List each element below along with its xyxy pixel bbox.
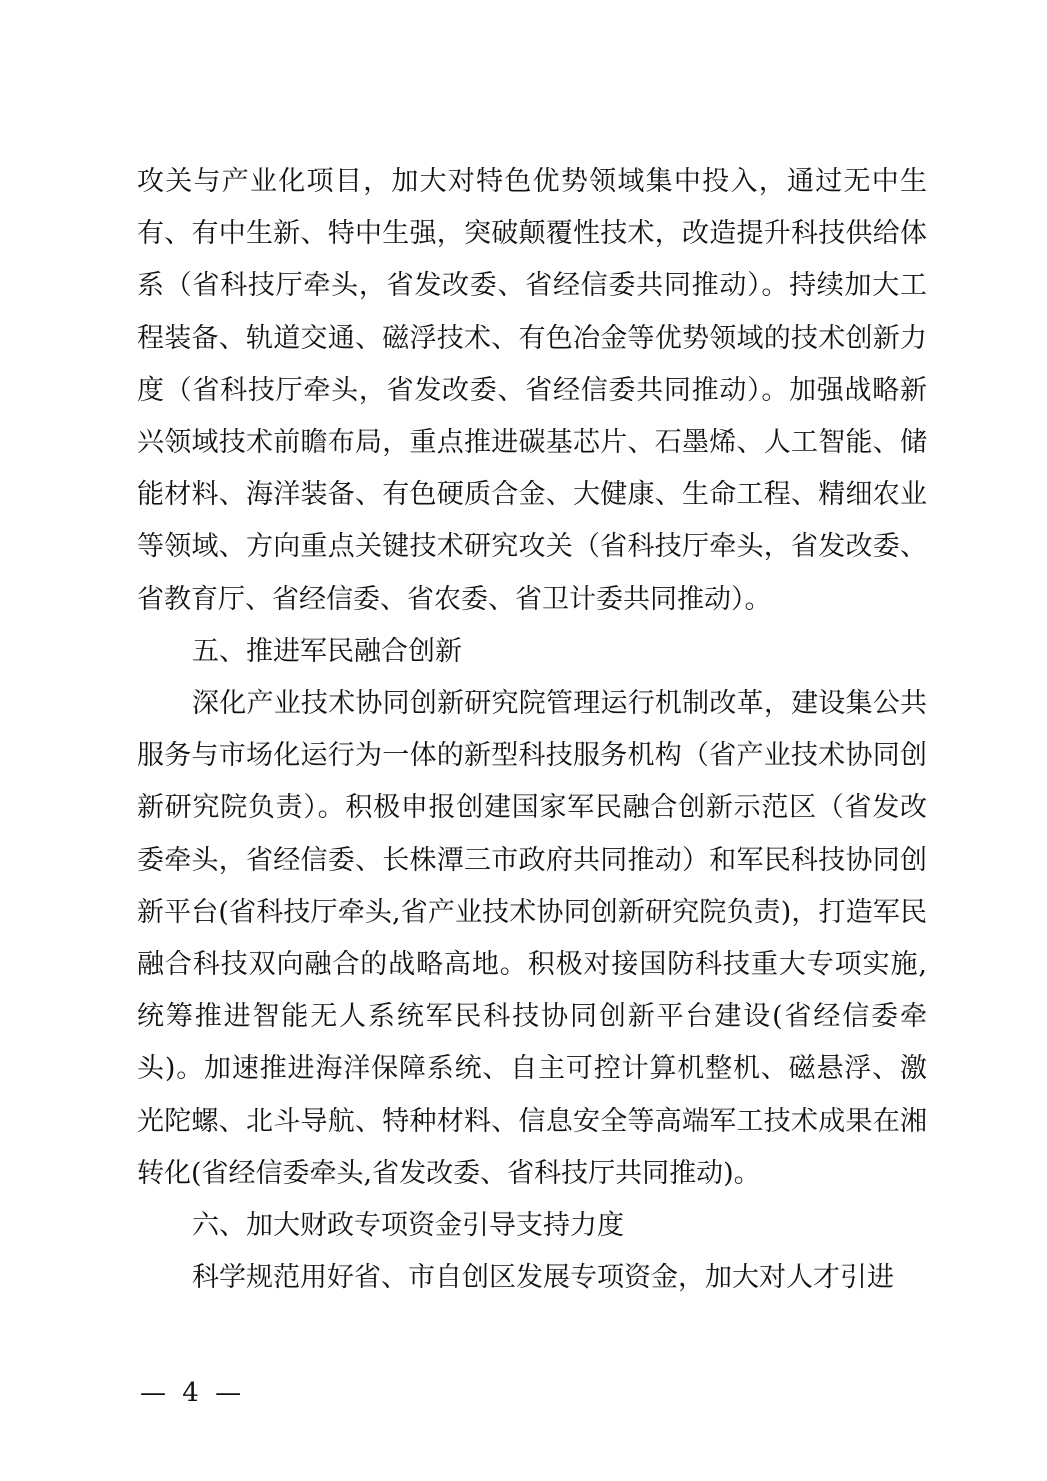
document-body — [137, 156, 927, 1304]
page-number: — 4 — — [140, 1378, 246, 1408]
section-heading-6: 六、加大财政专项资金引导支持力度 — [192, 1210, 624, 1242]
paragraph-section-5: 深化产业技术协同创新研究院管理运行机制改革，建设集公共服务与市场化运行为一体的新型科技服务机构（省产业技术协同创新研究院负责）。积极申报创建国家军民融合创新示范区（省发改委牵头，省经信委、长株潭三市政府共同推动）和军民科技协同创新平台(省科技厅牵头,省产业技术协同创新研究院负责)，打造军民融合科技双向融合的战略高地。积极对接国防科技重大专项实施,统筹推进智能无人系统军民科技协同创新平台建设(省经信委牵头)。加速推进海洋保障系统、自主可控计算机整机、磁悬浮、激光陀螺、北斗导航、特种材料、信息安全等高端军工技术成果在湘转化(省经信委牵头,省发改委、省科技厅共同推动)。 — [137, 688, 927, 1189]
paragraph-continued: 攻关与产业化项目，加大对特色优势领域集中投入，通过无中生有、有中生新、特中生强，突破颠覆性技术，改造提升科技供给体系（省科技厅牵头，省发改委、省经信委共同推动）。持续加大工程装备、轨道交通、磁浮技术、有色冶金等优势领域的技术创新力度（省科技厅牵头，省发改委、省经信委共同推动）。加强战略新兴领域技术前瞻布局，重点推进碳基芯片、石墨烯、人工智能、储能材料、海洋装备、有色硬质合金、大健康、生命工程、精细农业等领域、方向重点关键技术研究攻关（省科技厅牵头，省发改委、省教育厅、省经信委、省农委、省卫计委共同推动）。 — [137, 166, 927, 615]
section-heading-5: 五、推进军民融合创新 — [192, 635, 462, 667]
paragraph-section-6: 科学规范用好省、市自创区发展专项资金，加大对人才引进 — [192, 1262, 894, 1294]
